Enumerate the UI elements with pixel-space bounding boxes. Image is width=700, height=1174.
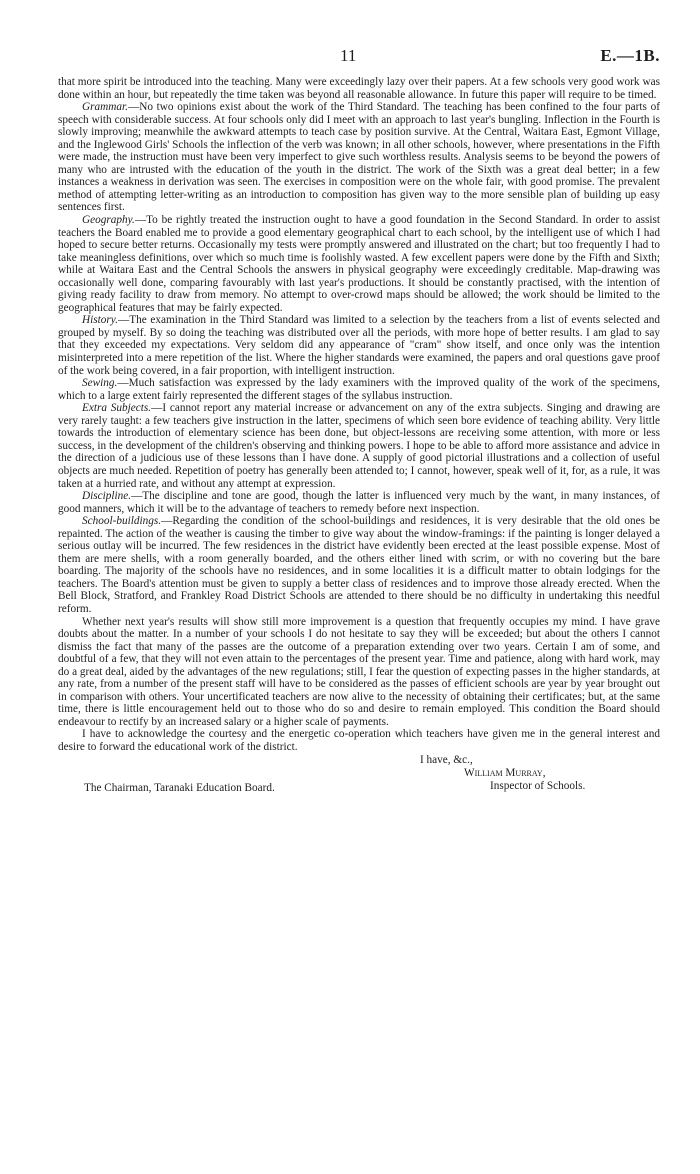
section-heading: History. [82,314,118,327]
paragraph-discipline [58,490,660,515]
paragraph-history [58,314,660,377]
section-heading: Sewing. [82,377,118,390]
paragraph-next-year [58,616,660,729]
paragraph-text: —To be rightly treated the instruction ought to have a good foundation in the Second Standard. In order to assist teachers the Board enabled me to provide a good elementary geographical chart to each school, by the intelligent use of which I had hoped to secure better returns. Occasionally my tests were promptly answered and illustrated on the chart; but too frequently I had to take meaningless definitions, over which so much time is foolishly wasted. A few excellent papers were done by the Fifth and Sixth; while at Waitara East and the Central Schools the answers in physical geography were exceedingly creditable. Map-drawing was occasionally well done, comparing favourably with last year's productions. It should be constantly practised, with the intention of giving ready facility to draw from memory. No attempt to over-crowd maps should be allowed; the work should be limited to the geographical features that may be fairly expected. [58,214,660,314]
paragraph-text: —The discipline and tone are good, though the latter is influenced very much by the want, in many instances, of good manners, which it will be to the advantage of teachers to remedy before next inspection. [58,490,660,515]
page-header [58,46,660,76]
section-heading: Extra Subjects. [82,402,152,415]
paragraph-text: —Regarding the condition of the school-buildings and residences, it is very desirable that the old ones be repainted. The action of the weather is causing the timber to give way about the window-framings: if the painting is longer delayed a serious outlay will be incurred. The few residences in the district have evidently been erected at the least possible expense. Most of them are mere shells, with a room generally boarded, and the others either lined with scrim, or with no covering but the bare boarding. The majority of the schools have no residences, and in some localities it is a difficult matter to obtain lodgings for the teachers. The Board's attention must be given to supply a better class of residences and to improve those already erected. When the Bell Block, Stratford, and Frankley Road District Schools are attended to there should be no difficulty in undertaking this needful reform. [58,515,660,615]
paragraph-school-buildings [58,515,660,615]
paragraph-text: —The examination in the Third Standard was limited to a selection by the teachers from a list of events selected and grouped by myself. By so doing the teaching was distributed over all the periods, with more hope of better results. I am glad to say that they exceeded my expectations. Very seldom did any appearance of "cram" show itself, and once only was the intention misinterpreted into a mere repetition of the list. Where the higher standards were examined, the papers and oral questions gave proof of the work being covered, in a fair proportion, with intelligent instruction. [58,314,660,377]
section-heading: School-buildings. [82,515,162,528]
section-heading: Grammar. [82,101,128,114]
paragraph-grammar [58,101,660,214]
paragraph-text: I have to acknowledge the courtesy and the energetic co-operation which teachers have given me in the general interest and desire to forward the educational work of the district. [58,728,660,753]
paragraph-text: Whether next year's results will show still more improvement is a question that frequently occupies my mind. I have grave doubts about the matter. In a number of your schools I do not hesitate to say they will be exceeded; but about the others I cannot dismiss the fact that many of the passes are the outcome of a preparation extending over two years. Certain I am of some, and doubtful of a few, that they will not even attain to the percentages of the present year. Time and patience, along with hard work, may do a great deal, aided by the advantages of the new regulations; still, I fear the question of expecting passes in the higher standards, at any rate, from a number of the present staff will have to be considered as the passes of efficient schools are year by year brought out in comparison with others. Your uncertificated teachers are now alive to the necessity of obtaining their certificates; but, at the same time, there is little encouragement held out to those who do so and desire to remain employed. This condition the Board should endeavour to rectify by an increased salary or a higher scale of payments. [58,615,660,728]
signatory-name: William Murray, [464,766,546,779]
paragraph-text: that more spirit be introduced into the teaching. Many were exceedingly lazy over their papers. At a few schools very good work was done within an hour, but repeatedly the time taken was beyond all reasonable allowance. In future this paper will require to be timed. [58,76,660,101]
report-body [58,76,660,754]
paragraph-text: —No two opinions exist about the work of the Third Standard. The teaching has been confined to the four parts of speech with considerable success. At four schools only did I meet with an approach to last year's bungling. Inflection in the Fourth is slowly improving; meanwhile the awkward attempts to teach case by position survive. At the Central, Waitara East, Egmont Village, and the Inglewood Girls' Schools the inflection of the verb was known; in all other schools, however, where presentations in the Fifth were made, the instruction must have been very imperfect to give such worthless results. Analysis seems to be beyond the powers of many who are intrusted with the education of the youth in the district. The work of the Sixth was a great deal better; in a few instances a weakness in derivation was seen. The exercises in composition were on the whole fair, with good promise. The prevalent method of attempting letter-writing as an introduction to composition has given way to the more sensible plan of building up easy sentences first. [58,101,660,214]
paragraph-intro [58,76,660,101]
closing-line: I have, &c., [420,753,473,766]
paragraph-text: —Much satisfaction was expressed by the lady examiners with the improved quality of the work of the specimens, which to a large extent fairly represented the different stages of the syllabus instruction. [58,377,660,402]
section-heading: Geography. [82,214,135,227]
paragraph-sewing [58,377,660,402]
signatory-title: Inspector of Schools. [490,779,586,792]
paragraph-text: —I cannot report any material increase or advancement on any of the extra subjects. Singing and drawing are very rarely taught: a few teachers give instruction in the latter, specimens of which seen bore evidence of teaching ability. Very little towards the introduction of elementary science has been done, but object-lessons are receiving some attention, with more or less success, in the development of the children's observing and thinking powers. I hope to be able to afford more assistance and advice in the direction of a judicious use of these lessons than I have done. A supply of good pictorial illustrations and a collection of useful objects are much needed. Repetition of poetry has generally been attended to; I cannot, however, speak well of it, for, as a rule, it was taken at a hurried rate, and without any attempt at expression. [58,402,660,490]
paragraph-acknowledgement [58,728,660,753]
paragraph-geography [58,214,660,314]
addressee: The Chairman, Taranaki Education Board. [84,781,275,794]
signature-block [58,754,660,806]
document-reference: E.—1B. [600,46,660,65]
section-heading: Discipline. [82,490,132,503]
page-number: 11 [340,46,357,65]
paragraph-extra-subjects [58,402,660,490]
